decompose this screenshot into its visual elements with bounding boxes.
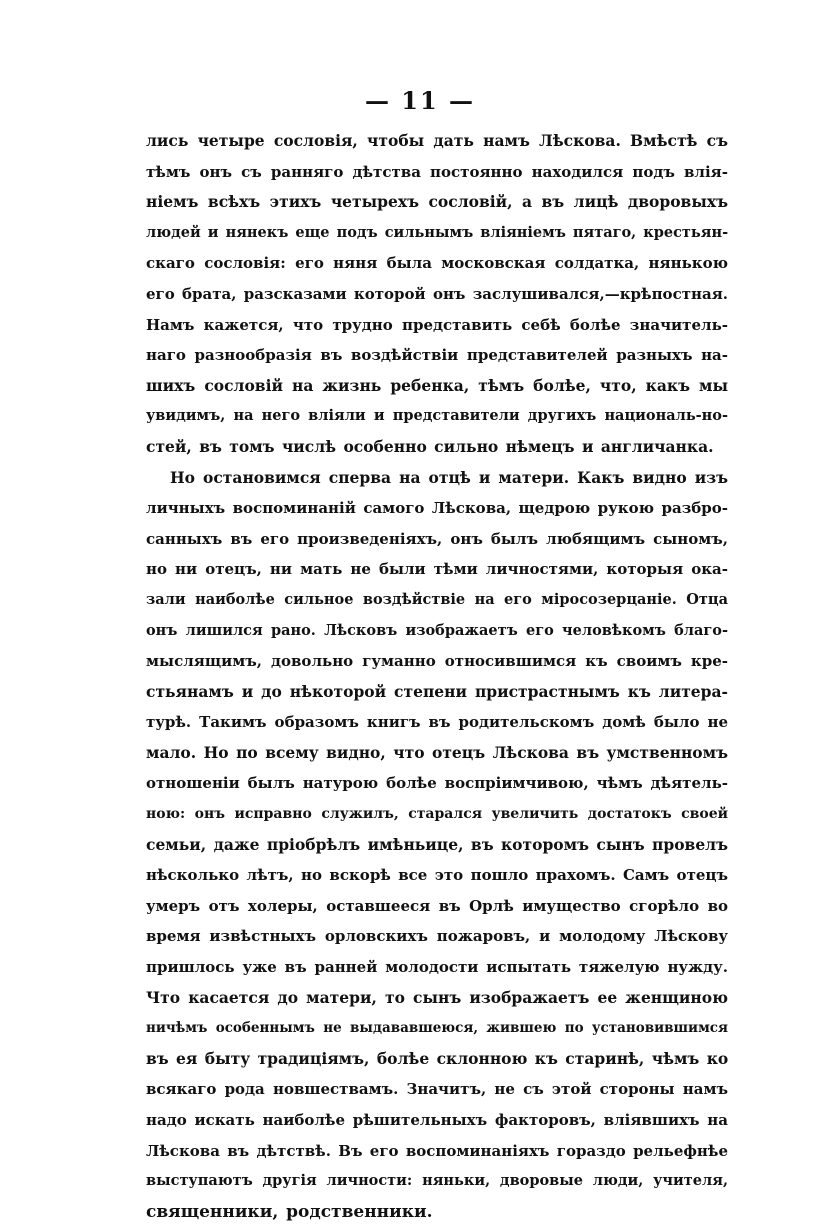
text-line: Но остановимся сперва на отцѣ и матери. Какъ видно изъ: [170, 467, 728, 487]
text-line: зали наиболѣе сильное воздѣйствіе на его міросозерцаніе. Отца: [146, 590, 728, 608]
text-line: время извѣстныхъ орловскихъ пожаровъ, и молодому Лѣскову: [146, 927, 728, 946]
page-number: — 11 —: [364, 86, 476, 115]
text-line: шихъ сословій на жизнь ребенка, тѣмъ болѣе, что, какъ мы: [146, 375, 728, 395]
text-line: стей, въ томъ числѣ особенно сильно нѣмецъ и англичанка.: [146, 436, 714, 456]
text-line: всякаго рода новшествамъ. Значитъ, не съ этой стороны намъ: [146, 1080, 728, 1099]
text-line: отношеніи былъ натурою болѣе воспріимчивою, чѣмъ дѣятель-: [146, 774, 728, 793]
text-line: его брата, разсказами которой онъ заслушивался,—крѣпостная.: [146, 284, 728, 303]
text-line: людей и нянекъ еще подъ сильнымъ вліяніемъ пятаго, крестьян-: [146, 223, 729, 241]
text-line: Что касается до матери, то сынъ изображаетъ ее женщиною: [146, 987, 728, 1007]
text-line: надо искать наиболѣе рѣшительныхъ факторовъ, вліявшихъ на: [146, 1111, 728, 1129]
text-line: лись четыре сословія, чтобы дать намъ Лѣскова. Вмѣстѣ съ: [146, 131, 728, 150]
text-line: ніемъ всѣхъ этихъ четырехъ сословій, а въ лицѣ дворовыхъ: [146, 192, 728, 212]
text-line: скаго сословія: его няня была московская солдатка, нянькою: [146, 254, 728, 273]
text-line: мыслящимъ, довольно гуманно относившимся къ своимъ кре-: [146, 652, 728, 671]
text-line: Лѣскова въ дѣтствѣ. Въ его воспоминаніяхъ гораздо рельефнѣе: [146, 1141, 728, 1160]
text-line: выступаютъ другія личности: няньки, дворовые люди, учителя,: [146, 1172, 728, 1190]
text-line: въ ея быту традиціямъ, болѣе склонною къ старинѣ, чѣмъ ко: [146, 1048, 729, 1068]
text-line: священники, родственники.: [146, 1201, 433, 1222]
text-line: но ни отецъ, ни мать не были тѣми личностями, которыя ока-: [146, 560, 728, 579]
text-line: наго разнообразія въ воздѣйствіи представителей разныхъ на-: [146, 346, 728, 365]
text-line: тѣмъ онъ съ ранняго дѣтства постоянно находился подъ влія-: [146, 162, 728, 181]
paragraph-1: [146, 126, 728, 463]
text-line: увидимъ, на него вліяли и представители другихъ националь-но-: [146, 407, 728, 425]
text-line: ничѣмъ особеннымъ не выдававшеюся, жившею по установившимся: [146, 1020, 728, 1037]
body-text: [146, 126, 728, 1227]
text-line: турѣ. Такимъ образомъ книгъ въ родительскомъ домѣ было не: [146, 713, 728, 732]
text-line: санныхъ въ его произведеніяхъ, онъ былъ любящимъ сыномъ,: [146, 529, 728, 548]
text-line: мало. Но по всему видно, что отецъ Лѣскова въ умственномъ: [146, 742, 728, 762]
text-line: ною: онъ исправно служилъ, старался увеличить достатокъ своей: [146, 806, 728, 823]
text-line: пришлось уже въ ранней молодости испытать тяжелую нужду.: [146, 958, 728, 977]
paragraph-2: [146, 463, 728, 1227]
text-line: Намъ кажется, что трудно представить себѣ болѣе значитель-: [146, 315, 728, 334]
text-line: онъ лишился рано. Лѣсковъ изображаетъ его человѣкомъ благо-: [146, 621, 728, 639]
text-line: личныхъ воспоминаній самого Лѣскова, щедрою рукою разбро-: [146, 499, 728, 518]
text-line: стьянамъ и до нѣкоторой степени пристрастнымъ къ литера-: [146, 681, 728, 701]
text-line: умеръ отъ холеры, оставшееся въ Орлѣ имущество сгорѣло во: [146, 896, 728, 915]
text-line: семьи, даже пріобрѣлъ имѣньице, въ которомъ сынъ провелъ: [146, 834, 728, 854]
text-line: нѣсколько лѣтъ, но вскорѣ все это пошло прахомъ. Самъ отецъ: [146, 866, 728, 885]
